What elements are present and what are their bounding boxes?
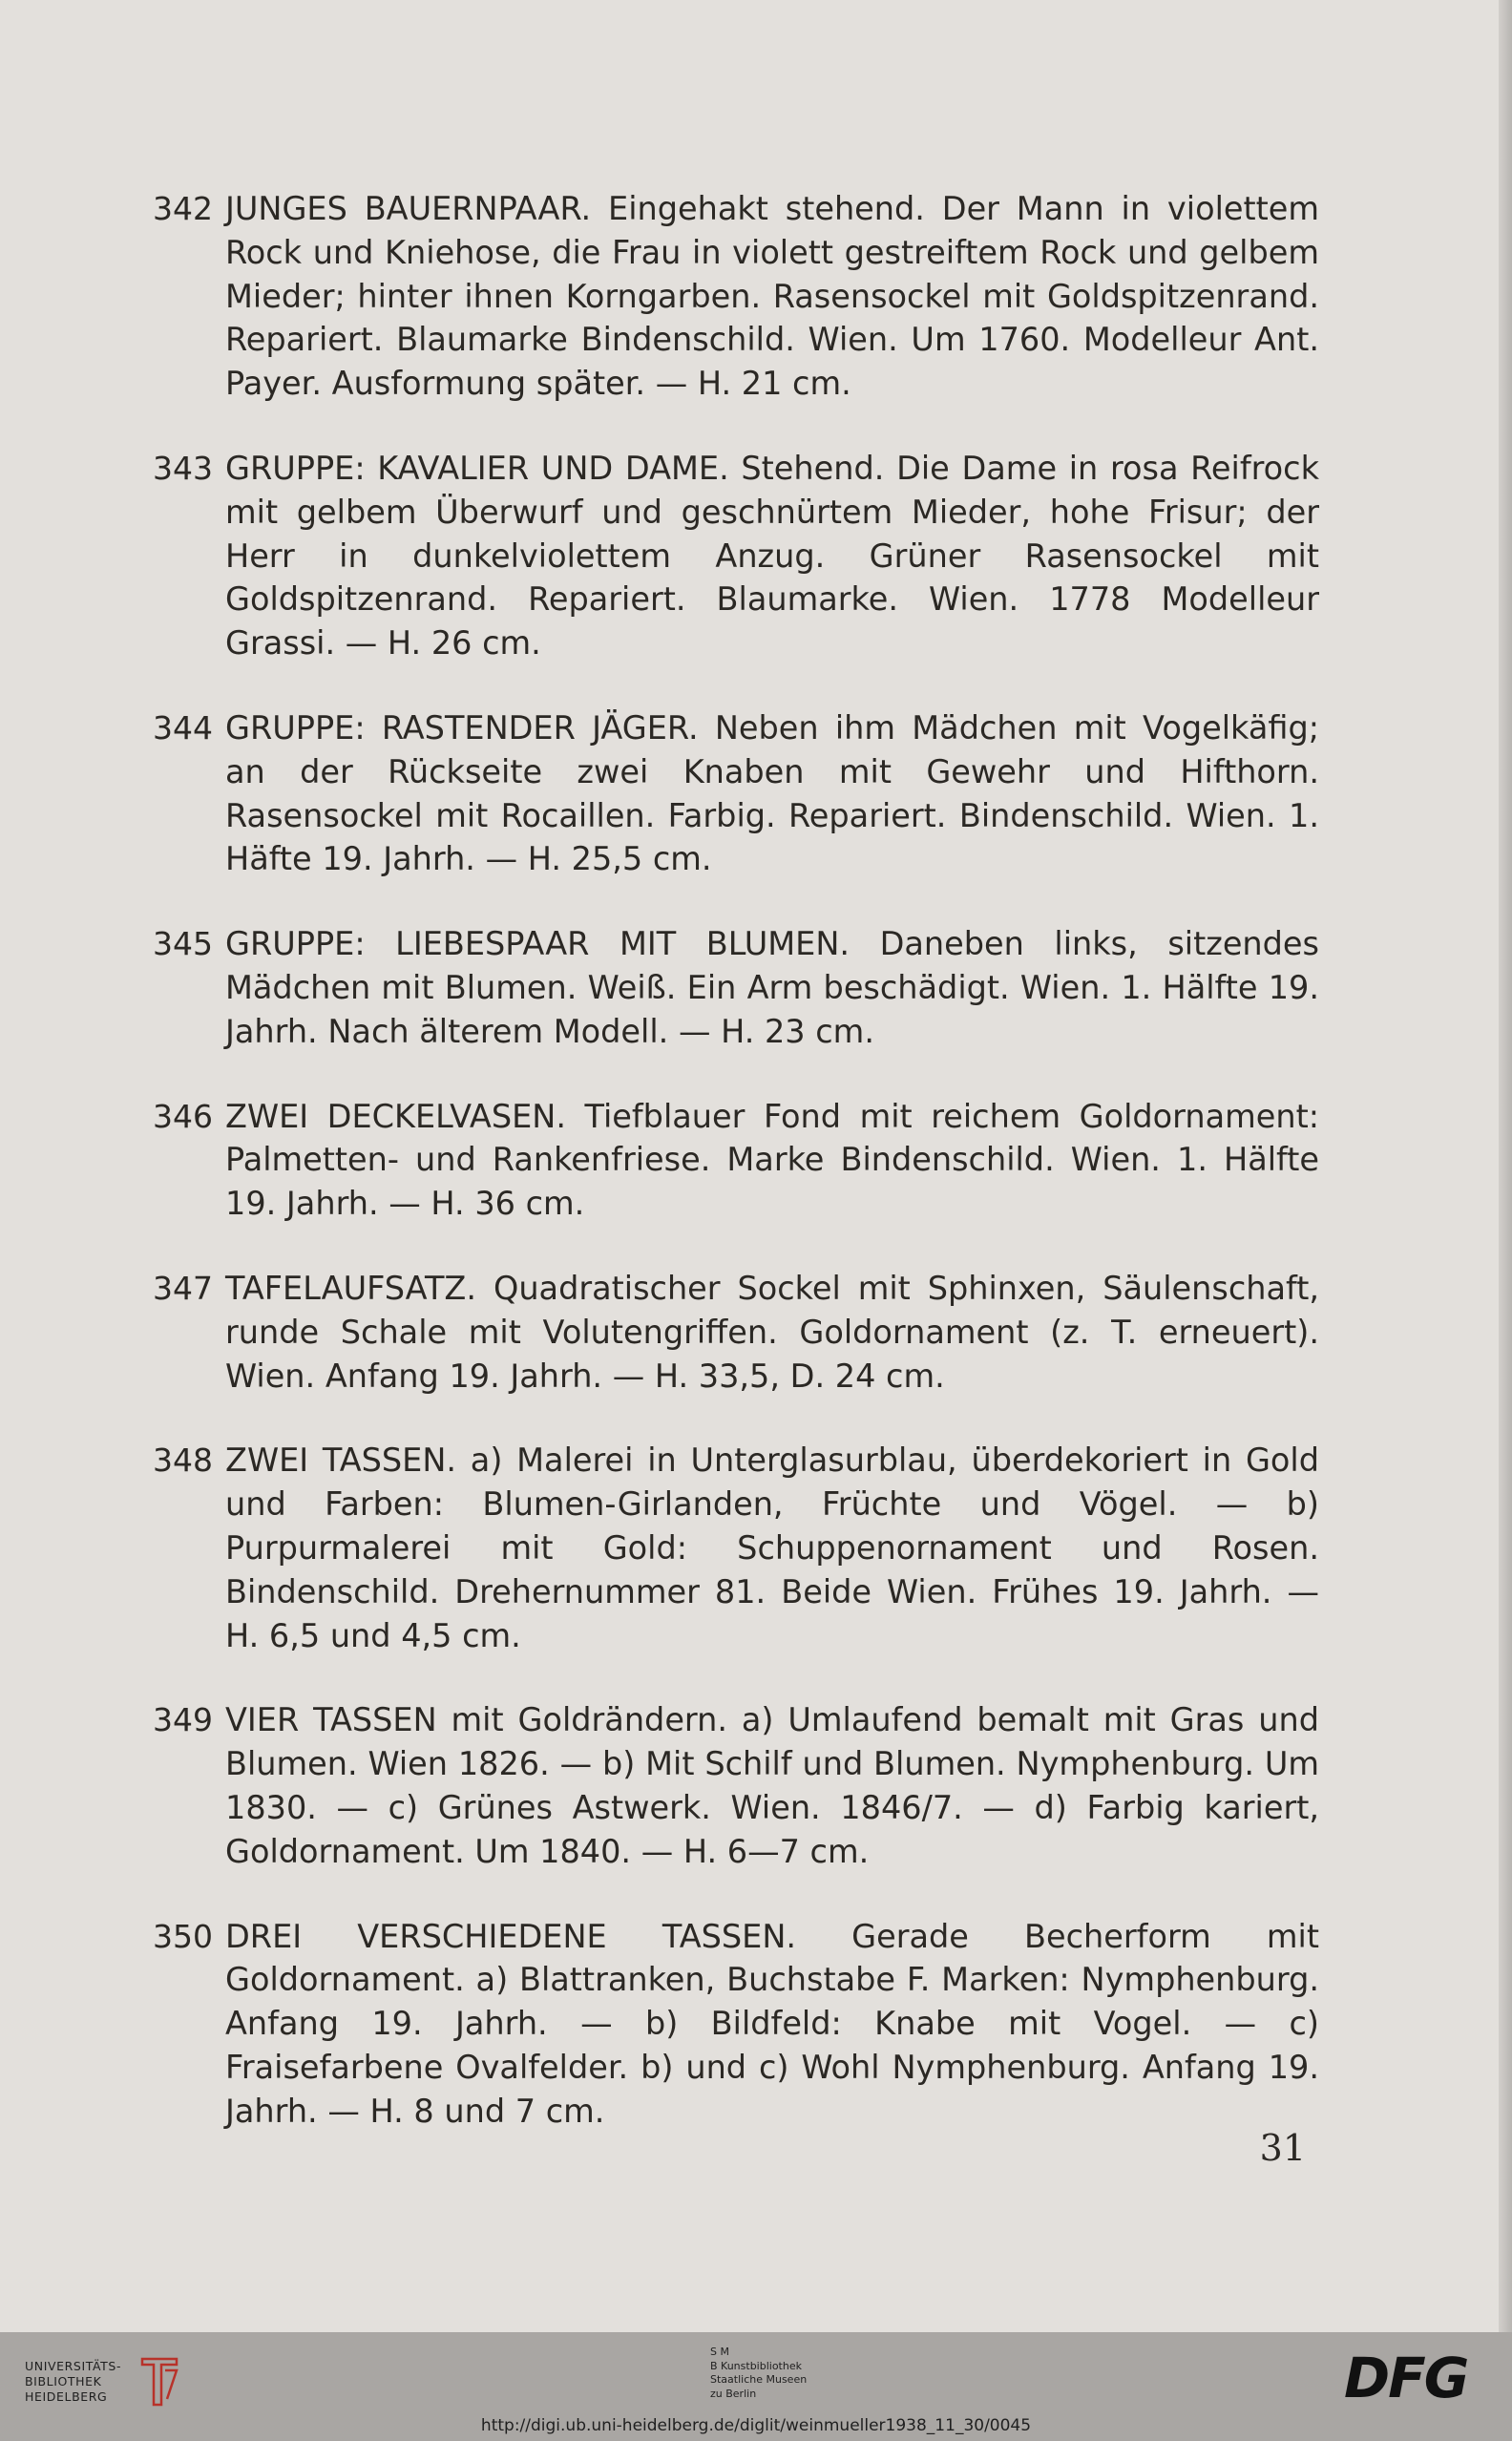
catalog-entry-347 [153,1267,1319,1398]
catalog-entry-348 [153,1439,1319,1657]
catalog-entry-350 [153,1915,1319,2134]
entry-text: TAFELAUFSATZ. Quadratischer Sockel mit Sphinxen, Säulenschaft, runde Schale mit Volutengriffen. Goldornament (z. T. erneuert). Wien. Anfang 19. Jahrh. — H. 33,5, D. 24 cm. [225,1269,1319,1395]
permalink-url[interactable]: http://digi.ub.uni-heidelberg.de/diglit/weinmueller1938_11_30/0045 [480,2416,1032,2435]
catalog-entry-342 [153,187,1319,406]
entry-number: 348 [153,1441,213,1480]
entry-number: 344 [153,708,213,747]
entry-number: 350 [153,1917,213,1955]
entry-text: GRUPPE: RASTENDER JÄGER. Neben ihm Mädchen mit Vogelkäfig; an der Rückseite zwei Knaben mit Gewehr und Hifthorn. Rasensockel mit Rocaillen. Farbig. Repariert. Bindenschild. Wien. 1. Häfte 19. Jahrh. — H. 25,5 cm. [225,708,1319,878]
catalog-entry-344 [153,706,1319,881]
entry-number: 343 [153,449,213,487]
library-emblem-icon [138,2351,180,2409]
catalog-entries [153,187,1319,2174]
entry-number: 342 [153,190,213,227]
stamp-line: zu Berlin [710,2387,757,2400]
catalog-entry-345 [153,922,1319,1053]
entry-number: 346 [153,1097,213,1135]
entry-text: VIER TASSEN mit Goldrändern. a) Umlaufend bemalt mit Gras und Blumen. Wien 1826. — b) Mit Schilf und Blumen. Nymphenburg. Um 1830. — c) Grünes Astwerk. Wien. 1846/7. — d) Farbig kariert, Goldornament. Um 1840. — H. 6—7 cm. [225,1701,1319,1870]
dfg-logo[interactable]: DFG [1344,2346,1468,2410]
entry-text: ZWEI TASSEN. a) Malerei in Unterglasurblau, überdekoriert in Gold und Farben: Blumen-Girlanden, Früchte und Vögel. — b) Purpurmalerei mit Gold: Schuppenornament und Rosen. Bindenschild. Drehernummer 81. Beide Wien. Frühes 19. Jahrh. — H. 6,5 und 4,5 cm. [225,1441,1319,1654]
page-edge-shadow [1499,0,1512,2332]
stamp-line: Staatliche Museen [710,2373,808,2386]
stamp-line: B Kunstbibliothek [710,2359,802,2372]
digitization-footer [0,2332,1512,2441]
museum-stamp [710,2346,853,2401]
entry-text: GRUPPE: KAVALIER UND DAME. Stehend. Die Dame in rosa Reifrock mit gelbem Überwurf und geschnürtem Mieder, hohe Frisur; der Herr in dunkelviolettem Anzug. Grüner Rasensockel mit Goldspitzenrand. Repariert. Blaumarke. Wien. 1778 Modelleur Grassi. — H. 26 cm. [225,449,1319,663]
entry-text: DREI VERSCHIEDENE TASSEN. Gerade Becherform mit Goldornament. a) Blattranken, Buchstabe F. Marken: Nymphenburg. Anfang 19. Jahrh. — b) Bildfeld: Knabe mit Vogel. — c) Fraisefarbene Ovalfelder. b) und c) Wohl Nymphenburg. Anfang 19. Jahrh. — H. 8 und 7 cm. [225,1917,1319,2130]
catalog-entry-343 [153,447,1319,665]
library-name-line: HEIDELBERG [25,2389,108,2404]
stamp-line: S M [710,2346,729,2358]
entry-text: ZWEI DECKELVASEN. Tiefblauer Fond mit reichem Goldornament: Palmetten- und Rankenfriese. Marke Bindenschild. Wien. 1. Hälfte 19. Jahrh. — H. 36 cm. [225,1097,1319,1223]
university-library-logo[interactable] [25,2359,216,2405]
entry-number: 349 [153,1701,213,1739]
catalog-entry-349 [153,1698,1319,1873]
entry-number: 345 [153,925,213,963]
catalog-entry-346 [153,1095,1319,1226]
library-name-line: BIBLIOTHEK [25,2374,102,2388]
page-number: 31 [1259,2127,1306,2169]
library-name-line: UNIVERSITÄTS- [25,2359,122,2373]
entry-text: GRUPPE: LIEBESPAAR MIT BLUMEN. Daneben links, sitzendes Mädchen mit Blumen. Weiß. Ein Arm beschädigt. Wien. 1. Hälfte 19. Jahrh. Nach älterem Modell. — H. 23 cm. [225,925,1319,1050]
entry-text: JUNGES BAUERNPAAR. Eingehakt stehend. Der Mann in violettem Rock und Kniehose, die Frau in violett gestreiftem Rock und gelbem Mieder; hinter ihnen Korngarben. Rasensockel mit Goldspitzenrand. Repariert. Blaumarke Bindenschild. Wien. Um 1760. Modelleur Ant. Payer. Ausformung später. — H. 21 cm. [225,190,1319,403]
entry-number: 347 [153,1269,213,1307]
